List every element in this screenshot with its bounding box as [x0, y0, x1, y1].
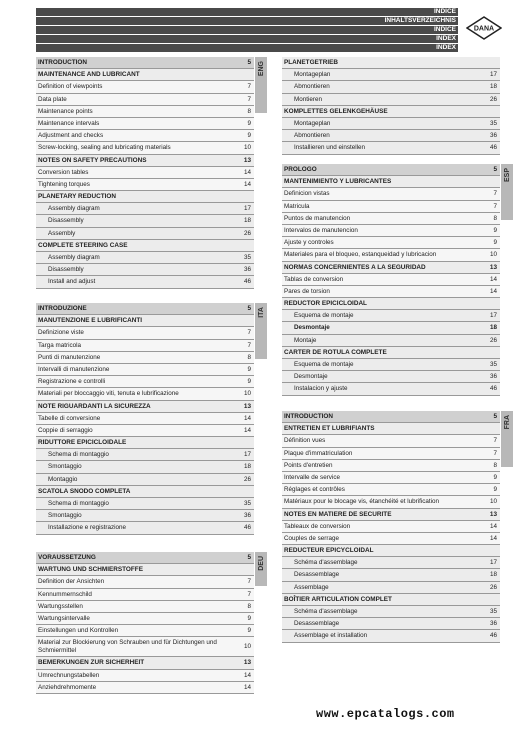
toc-entry[interactable] [36, 203, 254, 215]
toc-entry-page: 17 [489, 312, 497, 320]
toc-entry-page: 14 [489, 287, 497, 295]
toc-entry-page: 7 [493, 449, 497, 457]
toc-entry-page: 9 [493, 473, 497, 481]
toc-entry-label: Wartungsintervalle [38, 614, 90, 622]
toc-entry[interactable] [282, 262, 500, 274]
toc-entry-page: 14 [489, 522, 497, 530]
toc-entry[interactable] [282, 286, 500, 298]
toc-entry-label: CARTER DE ROTULA COMPLETE [284, 348, 387, 356]
toc-entry[interactable] [36, 401, 254, 413]
language-tab [501, 164, 513, 220]
toc-entry-page: 46 [489, 385, 497, 393]
toc-entry-label: VORAUSSETZUNG [38, 554, 96, 561]
header-bar-index: INDEX [36, 35, 458, 43]
toc-entry[interactable] [282, 569, 500, 581]
toc-entry[interactable] [36, 364, 254, 376]
toc-entry-label: Tablas de conversion [284, 275, 344, 283]
toc-entry-page: 26 [489, 583, 497, 591]
toc-entry[interactable] [36, 327, 254, 339]
toc-entry[interactable] [282, 448, 500, 460]
toc-entry-page: 5 [493, 413, 497, 420]
toc-entry-page: 26 [243, 475, 251, 483]
toc-entry[interactable] [36, 613, 254, 625]
toc-entry[interactable] [36, 81, 254, 93]
toc-entry-label: Montageplan [294, 119, 331, 127]
header-bar-indice: INDICE [36, 8, 458, 16]
toc-entry-page: 46 [489, 632, 497, 640]
toc-entry-label: Couples de serrage [284, 534, 339, 542]
header-bar-index-fr: INDEX [36, 44, 458, 52]
toc-entry-label: RIDUTTORE EPICICLOIDALE [38, 439, 127, 447]
toc-entry-page: 18 [489, 83, 497, 91]
toc-entry[interactable] [36, 425, 254, 437]
language-tab-label: ITA [257, 307, 265, 318]
toc-entry-page: 9 [247, 627, 251, 635]
toc-entry[interactable] [282, 509, 500, 521]
toc-entry[interactable] [36, 510, 254, 522]
toc-entry-label: INTRODUCTION [38, 59, 87, 66]
toc-entry-page: 26 [243, 229, 251, 237]
toc-entry-label: Definition der Ansichten [38, 578, 105, 586]
toc-entry[interactable] [36, 498, 254, 510]
toc-entry-page: 36 [243, 266, 251, 274]
toc-entry-label: Schema di montaggio [48, 500, 109, 507]
toc-entry-page: 14 [489, 534, 497, 542]
toc-entry[interactable] [282, 521, 500, 533]
toc-entry[interactable] [282, 460, 500, 472]
header-bars [36, 8, 458, 53]
toc-entry-label: Assemblage [294, 583, 329, 591]
toc-entry-page: 8 [247, 353, 251, 361]
toc-entry[interactable] [282, 423, 500, 435]
toc-entry[interactable] [36, 215, 254, 227]
toc-entry-label: Intervalos de manutencion [284, 226, 358, 234]
toc-entry-label: Definicion vistas [284, 190, 330, 198]
toc-entry-page: 9 [247, 614, 251, 622]
toc-entry[interactable] [36, 69, 254, 81]
toc-entry-label: Einstellungen und Kontrollen [38, 627, 119, 635]
toc-entry-label: Ajuste y controles [284, 239, 334, 247]
toc-entry-page: 10 [243, 390, 251, 398]
toc-entry-page: 5 [493, 166, 497, 173]
toc-entry[interactable] [282, 359, 500, 371]
toc-entry-label: Instalacion y ajuste [294, 385, 348, 393]
toc-entry-page: 35 [243, 254, 251, 261]
toc-entry[interactable] [36, 240, 254, 252]
toc-entry-label: Conversion tables [38, 168, 89, 176]
toc-entry[interactable] [282, 237, 500, 249]
language-tab-label: DEU [257, 556, 265, 571]
toc-entry[interactable] [36, 388, 254, 400]
logo-text: DANA [473, 25, 495, 33]
toc-entry-label: INTRODUCTION [284, 413, 333, 420]
language-tab-label: FRA [503, 415, 511, 430]
toc-entry-page: 18 [489, 324, 497, 332]
toc-entry-page: 36 [489, 620, 497, 628]
toc-entry[interactable] [36, 315, 254, 327]
language-tab-label: ESP [503, 168, 511, 183]
toc-entry-label: Maintenance intervals [38, 119, 100, 127]
toc-entry-page: 14 [243, 414, 251, 422]
toc-entry[interactable] [282, 57, 500, 69]
toc-entry-page: 35 [489, 119, 497, 127]
toc-entry[interactable] [36, 179, 254, 191]
toc-entry-label: Umrechnungstabellen [38, 671, 100, 679]
toc-entry[interactable] [282, 164, 500, 176]
toc-entry-label: REDUCTEUR EPICYCLOIDAL [284, 547, 374, 555]
toc-entry[interactable] [282, 557, 500, 569]
toc-entry-page: 14 [243, 671, 251, 679]
toc-entry-label: Définition vues [284, 437, 326, 445]
toc-entry-page: 9 [247, 119, 251, 127]
toc-entry-page: 7 [247, 590, 251, 598]
section-eng [36, 57, 265, 289]
toc-entry[interactable] [36, 625, 254, 637]
toc-entry[interactable] [36, 486, 254, 498]
toc-entry-label: WARTUNG UND SCHMIERSTOFFE [38, 566, 143, 574]
language-tab [255, 552, 267, 586]
toc-entry-page: 7 [247, 578, 251, 586]
toc-entry-label: NOTES EN MATIERE DE SECURITE [284, 510, 392, 518]
toc-entry-label: Definizione viste [38, 329, 84, 337]
toc-entry-page: 14 [243, 426, 251, 434]
toc-entry-label: BOÎTIER ARTICULATION COMPLET [284, 595, 392, 603]
toc-entry[interactable] [282, 472, 500, 484]
toc-entry-label: Screw-locking, sealing and lubricating materials [38, 144, 171, 152]
toc-entry-page: 10 [489, 498, 497, 506]
toc-entry[interactable] [282, 298, 500, 310]
toc-entry[interactable] [282, 496, 500, 508]
toc-entry-label: Desmontaje [294, 324, 330, 332]
toc-entry-label: Materiales para el bloqueo, estanqueidad y lubricacion [284, 251, 437, 259]
toc-entry-label: Smontaggio [48, 463, 82, 471]
toc-entry-label: Desassemblage [294, 620, 340, 628]
toc-entry-page: 17 [243, 451, 251, 459]
toc-entry-label: MANTENIMIENTO Y LUBRICANTES [284, 178, 392, 186]
toc-entry-page: 35 [489, 608, 497, 615]
toc-entry-page: 46 [243, 278, 251, 286]
toc-entry-page: 7 [247, 329, 251, 337]
toc-entry[interactable] [36, 461, 254, 473]
toc-entry-label: PROLOGO [284, 166, 317, 173]
toc-entry-label: Montageplan [294, 71, 331, 79]
toc-entry-page: 13 [243, 402, 251, 410]
toc-entry[interactable] [36, 576, 254, 588]
watermark-url: www.epcatalogs.com [316, 707, 455, 721]
toc-entry[interactable] [282, 371, 500, 383]
toc-entry[interactable] [282, 582, 500, 594]
language-tab [501, 411, 513, 467]
toc-entry-label: Esquema de montaje [294, 361, 354, 368]
toc-entry[interactable] [36, 94, 254, 106]
toc-entry-label: NOTE RIGUARDANTI LA SICUREZZA [38, 402, 151, 410]
toc-entry-label: Punti di manutenzione [38, 353, 101, 361]
toc-entry-page: 5 [247, 59, 251, 66]
toc-entry[interactable] [282, 118, 500, 130]
toc-entry-label: Disassembly [48, 217, 84, 225]
toc-entry[interactable] [36, 564, 254, 576]
toc-entry[interactable] [282, 618, 500, 630]
toc-entry[interactable] [36, 191, 254, 203]
toc-entry-label: Material zur Blockierung von Schrauben und für Dichtungen und Schmiermittel [38, 639, 217, 655]
toc-entry-label: PLANETGETRIEB [284, 59, 338, 66]
toc-entry-page: 9 [493, 239, 497, 247]
toc-entry-page: 14 [489, 275, 497, 283]
toc-entry-page: 36 [489, 132, 497, 140]
toc-entry[interactable] [36, 637, 254, 657]
header-bar-indice-es: INDICE [36, 26, 458, 34]
toc-entry[interactable] [282, 201, 500, 213]
toc-entry[interactable] [36, 130, 254, 142]
toc-entry[interactable] [282, 435, 500, 447]
toc-entry-label: Plaque d'immatriculation [284, 449, 353, 457]
toc-entry-label: Kennummernschild [38, 590, 92, 598]
toc-entry[interactable] [36, 449, 254, 461]
toc-entry-label: Intervalli di manutenzione [38, 365, 110, 373]
toc-entry-label: MAINTENANCE AND LUBRICANT [38, 71, 140, 79]
toc-entry-label: Coppie di serraggio [38, 426, 93, 434]
toc-entry-label: Abmontieren [294, 83, 330, 91]
toc-entry[interactable] [282, 142, 500, 154]
toc-entry-page: 10 [243, 643, 251, 651]
toc-entry[interactable] [282, 274, 500, 286]
toc-entry-label: Tightening torques [38, 180, 90, 188]
toc-entry-page: 10 [243, 144, 251, 152]
toc-entry-page: 18 [243, 463, 251, 471]
toc-entry-label: Montieren [294, 95, 323, 103]
toc-entry-label: Matériaux pour le blocage vis, étanchéité et lubrification [284, 498, 440, 506]
toc-entry-label: COMPLETE STEERING CASE [38, 241, 128, 249]
toc-entry[interactable] [36, 474, 254, 486]
toc-entry-label: Points d'entretien [284, 461, 333, 469]
toc-entry[interactable] [36, 106, 254, 118]
toc-entry-label: Montaje [294, 336, 317, 344]
toc-entry[interactable] [36, 682, 254, 694]
toc-entry[interactable] [36, 352, 254, 364]
toc-entry[interactable] [36, 589, 254, 601]
toc-entry-page: 35 [243, 500, 251, 507]
toc-entry-page: 36 [489, 373, 497, 381]
toc-entry[interactable] [36, 276, 254, 288]
toc-entry[interactable] [36, 601, 254, 613]
toc-entry-label: Assembly diagram [48, 205, 100, 213]
toc-entry-page: 14 [243, 180, 251, 188]
toc-entry[interactable] [282, 130, 500, 142]
toc-entry-label: Tabelle di conversione [38, 414, 101, 422]
toc-entry-page: 7 [247, 95, 251, 103]
language-tab [255, 303, 267, 359]
toc-entry[interactable] [36, 437, 254, 449]
toc-entry-page: 5 [247, 305, 251, 312]
toc-entry[interactable] [282, 249, 500, 261]
toc-entry-page: 9 [247, 378, 251, 386]
toc-entry[interactable] [282, 606, 500, 618]
toc-entry-page: 5 [247, 554, 251, 561]
toc-entry[interactable] [282, 630, 500, 642]
toc-entry-label: Assembly [48, 229, 76, 237]
toc-entry-page: 36 [243, 512, 251, 520]
toc-entry-label: Install and adjust [48, 278, 96, 286]
toc-entry-label: BEMERKUNGEN ZUR SICHERHEIT [38, 659, 145, 667]
toc-entry[interactable] [282, 484, 500, 496]
toc-entry[interactable] [36, 376, 254, 388]
toc-entry[interactable] [36, 340, 254, 352]
toc-entry-page: 8 [247, 107, 251, 115]
toc-entry-label: Installieren und einstellen [294, 144, 366, 152]
language-tab-label: ENG [257, 61, 265, 77]
toc-entry[interactable] [36, 118, 254, 130]
toc-entry-page: 10 [489, 251, 497, 259]
toc-entry-label: Adjustment and checks [38, 132, 104, 140]
section-planetgetrieb [282, 57, 500, 155]
toc-entry[interactable] [36, 413, 254, 425]
toc-entry[interactable] [282, 94, 500, 106]
toc-entry-page: 7 [493, 437, 497, 445]
toc-entry-page: 26 [489, 336, 497, 344]
toc-entry-label: Schéma d'assemblage [294, 608, 358, 615]
toc-entry-page: 8 [493, 214, 497, 222]
toc-entry-label: PLANETARY REDUCTION [38, 193, 116, 201]
toc-entry-label: Abmontieren [294, 132, 330, 140]
toc-entry-label: Intervalle de service [284, 473, 340, 481]
toc-entry-label: Schéma d'assemblage [294, 559, 358, 567]
toc-entry-page: 9 [247, 365, 251, 373]
toc-entry-page: 13 [489, 510, 497, 518]
toc-entry-page: 9 [493, 486, 497, 494]
toc-entry-label: Wartungsstellen [38, 602, 83, 610]
toc-entry[interactable] [36, 155, 254, 167]
toc-entry-page: 46 [489, 144, 497, 152]
toc-entry[interactable] [282, 188, 500, 200]
toc-entry-label: Smontaggio [48, 512, 82, 520]
toc-entry[interactable] [282, 322, 500, 334]
toc-entry-page: 13 [489, 263, 497, 271]
toc-entry[interactable] [36, 264, 254, 276]
toc-entry-page: 18 [243, 217, 251, 225]
toc-entry[interactable] [282, 69, 500, 81]
toc-entry-label: MANUTENZIONE E LUBRIFICANTI [38, 317, 143, 325]
toc-entry[interactable] [36, 670, 254, 682]
toc-entry-label: Data plate [38, 95, 67, 103]
toc-entry-label: INTRODUZIONE [38, 305, 87, 312]
toc-entry[interactable] [282, 383, 500, 395]
toc-entry-page: 9 [493, 226, 497, 234]
toc-entry-label: Assemblage et installation [294, 632, 368, 640]
toc-entry[interactable] [36, 57, 254, 69]
toc-entry-page: 7 [493, 202, 497, 210]
toc-entry-page: 17 [243, 205, 251, 213]
toc-entry[interactable] [282, 411, 500, 423]
toc-entry-page: 18 [489, 571, 497, 579]
section-esp [282, 164, 511, 396]
toc-entry[interactable] [36, 522, 254, 534]
toc-entry[interactable] [36, 252, 254, 264]
toc-entry-page: 26 [489, 95, 497, 103]
toc-entry-label: Esquema de montaje [294, 312, 354, 320]
language-tab [255, 57, 267, 113]
toc-entry-label: REDUCTOR EPICICLOIDAL [284, 300, 367, 308]
toc-entry-label: Tableaux de conversion [284, 522, 351, 530]
section-fra [282, 411, 511, 643]
toc-entry-label: Disassembly [48, 266, 84, 274]
toc-entry[interactable] [282, 176, 500, 188]
section-ita [36, 303, 265, 535]
toc-entry-label: Desmontaje [294, 373, 328, 381]
toc-entry-page: 8 [493, 461, 497, 469]
toc-entry[interactable] [36, 167, 254, 179]
toc-entry[interactable] [282, 347, 500, 359]
toc-entry[interactable] [282, 310, 500, 322]
toc-entry[interactable] [36, 657, 254, 669]
dana-logo [466, 16, 502, 40]
toc-entry-page: 13 [243, 659, 251, 667]
toc-entry-label: Registrazione e controlli [38, 378, 106, 386]
toc-entry[interactable] [282, 594, 500, 606]
toc-entry-label: Montaggio [48, 475, 78, 483]
toc-entry-label: ENTRETIEN ET LUBRIFIANTS [284, 425, 375, 433]
toc-entry-label: Desassemblage [294, 571, 340, 579]
toc-entry-label: Materiali per bloccaggio viti, tenuta e lubrificazione [38, 390, 179, 398]
toc-entry-label: Puntos de manutencion [284, 214, 351, 222]
toc-entry-label: Réglages et contrôles [284, 486, 345, 494]
toc-entry-page: 7 [493, 190, 497, 198]
toc-entry[interactable] [282, 213, 500, 225]
toc-entry[interactable] [36, 303, 254, 315]
toc-entry-label: Anziehdrehmomente [38, 683, 97, 691]
toc-entry-label: Installazione e registrazione [48, 524, 127, 532]
toc-entry[interactable] [282, 225, 500, 237]
toc-entry-page: 46 [243, 524, 251, 532]
toc-entry-label: Matricula [284, 202, 310, 210]
toc-entry-page: 9 [247, 132, 251, 140]
toc-entry-page: 8 [247, 602, 251, 610]
toc-entry-page: 7 [247, 83, 251, 91]
toc-entry[interactable] [36, 228, 254, 240]
toc-entry-label: Pares de torsion [284, 287, 330, 295]
toc-entry[interactable] [36, 142, 254, 154]
toc-entry-label: SCATOLA SNODO COMPLETA [38, 487, 131, 495]
toc-entry-page: 14 [243, 683, 251, 691]
header-bar-inhaltsverzeichnis: INHALTSVERZEICHNIS [36, 17, 458, 25]
toc-entry-page: 14 [243, 168, 251, 176]
toc-entry[interactable] [282, 545, 500, 557]
toc-entry-label: NORMAS CONCERNIENTES A LA SEGURIDAD [284, 263, 426, 271]
toc-entry-label: Schema di montaggio [48, 451, 109, 459]
toc-entry-label: NOTES ON SAFETY PRECAUTIONS [38, 156, 147, 164]
toc-entry[interactable] [282, 533, 500, 545]
toc-entry-label: Assembly diagram [48, 254, 100, 261]
toc-entry-page: 7 [247, 341, 251, 349]
section-deu [36, 552, 265, 694]
toc-entry-label: Maintenance points [38, 107, 93, 115]
toc-entry-page: 35 [489, 361, 497, 368]
toc-entry-page: 17 [489, 559, 497, 567]
toc-entry-page: 13 [243, 156, 251, 164]
toc-entry[interactable] [282, 106, 500, 118]
toc-entry[interactable] [282, 335, 500, 347]
toc-entry-page: 17 [489, 71, 497, 79]
toc-entry-label: Definition of viewpoints [38, 83, 103, 91]
toc-entry[interactable] [282, 81, 500, 93]
toc-entry-label: Targa matricola [38, 341, 82, 349]
toc-entry[interactable] [36, 552, 254, 564]
toc-entry-label: KOMPLETTES GELENKGEHÄUSE [284, 107, 388, 115]
